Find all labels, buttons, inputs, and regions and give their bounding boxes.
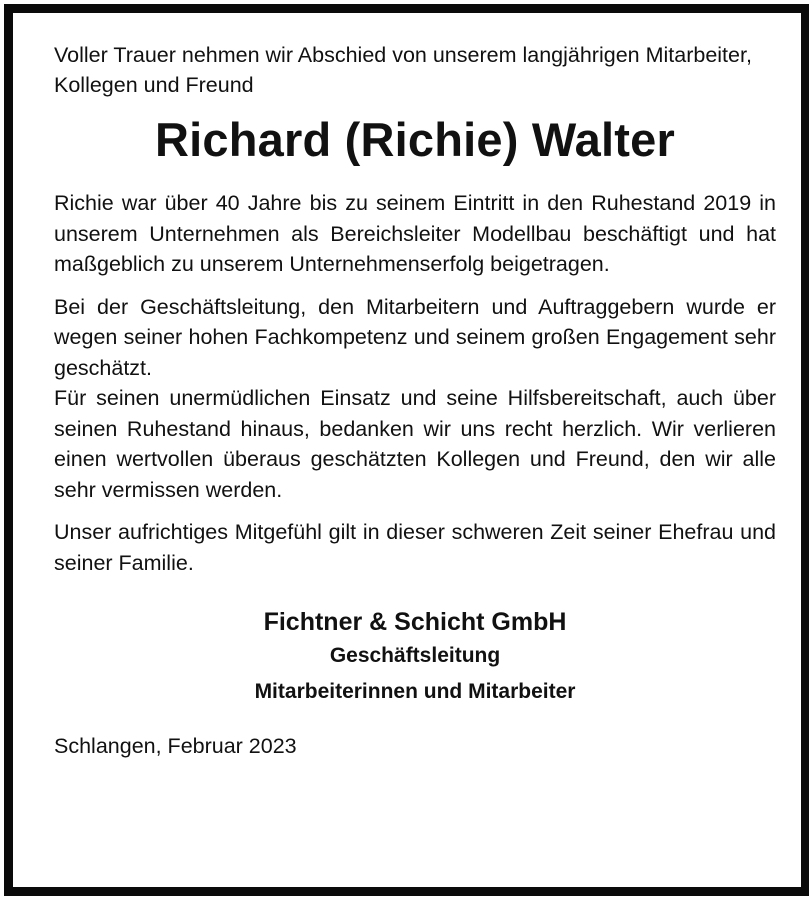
paragraph-thanks: Für seinen unermüdlichen Einsatz und seine Hilfsbereitschaft, auch über seinen Ruhestand hinaus, bedanken wir uns recht herzlich. Wir verlieren einen wertvollen überaus geschätzten Kollegen und Freund, den wir alle sehr vermissen werden.: [54, 386, 776, 502]
signature-management: Geschäftsleitung: [329, 644, 501, 667]
paragraph-condolence: Unser aufrichtiges Mitgefühl gilt in dieser schweren Zeit seiner Ehefrau und seiner Familie.: [54, 520, 776, 575]
deceased-name: Richard (Richie) Walter: [155, 113, 675, 166]
paragraph-career: Richie war über 40 Jahre bis zu seinem Eintritt in den Ruhestand 2019 in unserem Unternehmen als Bereichsleiter Modellbau beschäftigt und hat maßgeblich zu unserem Unternehmenserfolg beigetragen.: [54, 191, 776, 276]
obituary-frame: [4, 4, 809, 896]
place-date: Schlangen, Februar 2023: [54, 734, 297, 758]
obituary-content: [54, 40, 776, 761]
company-name: Fichtner & Schicht GmbH: [263, 608, 567, 636]
signature-staff: Mitarbeiterinnen und Mitarbeiter: [254, 680, 576, 703]
paragraph-appreciation: Bei der Geschäftsleitung, den Mitarbeitern und Auftraggebern wurde er wegen seiner hohen Fachkompetenz und seinem großen Engagement sehr geschätzt.: [54, 294, 776, 380]
intro-text: Voller Trauer nehmen wir Abschied von unserem langjährigen Mitarbeiter, Kollegen und Freund: [54, 43, 752, 97]
